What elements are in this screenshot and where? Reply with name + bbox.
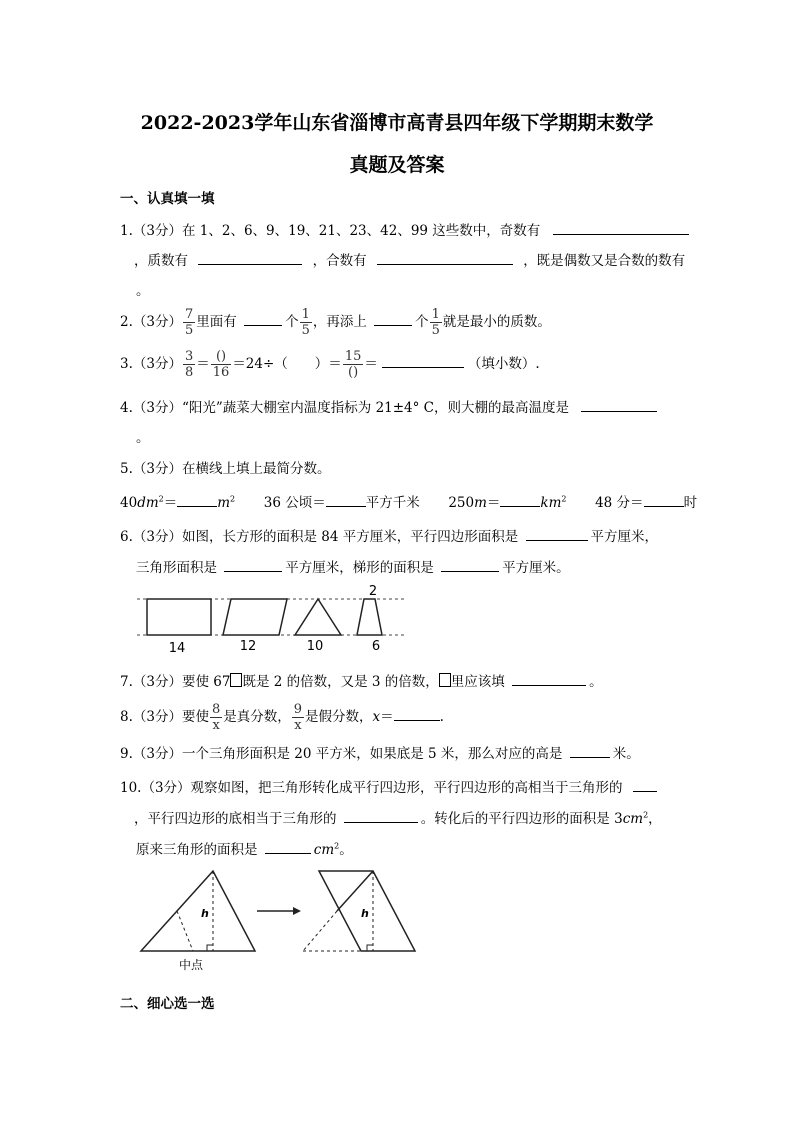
q5a-blank[interactable] (177, 492, 217, 507)
q9-text-2: 米。 (612, 746, 640, 762)
q7-blank[interactable] (512, 671, 586, 686)
q3-suffix: （填小数）. (467, 356, 540, 372)
q1-blank-prime[interactable] (198, 250, 302, 265)
question-5-items: $40dm^2= m^2$ 36 公顷＝ 平方千米 $250m= km^2$ 48 分＝ 时 (120, 491, 697, 511)
q4-blank[interactable] (581, 397, 657, 412)
q2-prefix: 2.（3分） (120, 314, 182, 330)
q10-blank-area[interactable] (265, 839, 311, 854)
parallelogram-shape (223, 599, 287, 635)
q6-blank-parallelogram[interactable] (526, 526, 588, 541)
question-9 (120, 742, 640, 762)
q10-unit-2: cm (313, 842, 335, 858)
q3-blank-decimal[interactable] (382, 353, 464, 368)
triangle-cut-dashed (177, 911, 193, 951)
triangle-shape (295, 599, 341, 635)
q2-text-2: 个 (285, 314, 299, 330)
trapezoid-shape (357, 599, 382, 635)
q5d-text: 48 分＝ (595, 495, 644, 511)
triangle-outline (141, 871, 255, 951)
question-10 (120, 776, 657, 796)
parallelogram-diagonal (337, 871, 373, 911)
q5d-blank[interactable] (644, 492, 684, 507)
q8-text-3: 是假分数， (305, 709, 373, 725)
q5a-value: 40 (120, 495, 138, 511)
q1-line3: 。 (136, 283, 150, 299)
q2-fraction-2: $\frac{1}{5}$ (301, 307, 310, 338)
q8-fraction-2: $\frac{9}{x}$ (293, 702, 303, 733)
label-trap-bottom-6: 6 (371, 639, 381, 654)
q2-blank-1[interactable] (244, 311, 282, 326)
q2-text-1: 里面有 (196, 314, 237, 330)
question-6-line2 (136, 556, 570, 576)
q10-text-1: 10.（3分）观察如图，把三角形转化成平行四边形，平行四边形的高相当于三角形的 (120, 780, 623, 796)
label-midpoint: 中点 (179, 958, 204, 972)
q8-text-2: 是真分数， (223, 709, 291, 725)
question-10-line3: 原来三角形的面积是 $cm^2$。 (136, 838, 353, 858)
question-10-line2: ，平行四边形的底相当于三角形的 。转化后的平行四边形的面积是 $3cm^2$， (134, 807, 662, 827)
label-tri-10: 10 (306, 639, 324, 654)
q5b-blank[interactable] (326, 492, 366, 507)
page-title: 2022-2023学年山东省淄博市高青县四年级下学期期末数学 (140, 112, 654, 134)
q2-text-5: 就是最小的质数。 (442, 314, 551, 330)
q5a-unit: dm (137, 495, 159, 511)
label-para-12: 12 (239, 639, 257, 654)
question-8 (120, 702, 444, 733)
question-1-line2 (134, 249, 685, 269)
q3-eq-2: ＝ (364, 356, 378, 372)
label-h-parallelogram: h (361, 907, 369, 920)
q5a-ans-unit: m (217, 495, 231, 511)
q1-blank-odd[interactable] (553, 220, 689, 235)
q10-blank-base[interactable] (344, 808, 418, 823)
q5b-unit: 平方千米 (365, 495, 420, 511)
q9-blank[interactable] (570, 743, 610, 758)
q1-text-2: ，质数有 (134, 253, 188, 269)
q5c-eq: ＝ (486, 495, 501, 511)
q3-fraction-3: $\frac{15}{()}$ (344, 349, 362, 380)
right-angle-mark-2 (367, 945, 373, 951)
q9-text-1: 9.（3分）一个三角形面积是 20 平方米，如果底是 5 米，那么对应的高是 (120, 746, 563, 762)
section-heading-1: 一、认真填一填 (120, 191, 215, 207)
q2-fraction-1: $\frac{7}{5}$ (184, 307, 194, 338)
label-trap-top-2: 2 (368, 584, 378, 599)
parallelogram-cut-dashed (303, 911, 337, 951)
q5c-ans-unit: km (540, 495, 562, 511)
q1-text-3: ，合数有 (312, 253, 367, 269)
q8-text-1: 8.（3分）要使 (120, 709, 209, 725)
q6-text-1: 6.（3分）如图，长方形的面积是 84 平方厘米，平行四边形面积是 (120, 529, 519, 545)
q7-text-4: 。 (589, 674, 603, 690)
q10-text-6: 。 (339, 842, 353, 858)
label-h-triangle: h (201, 907, 209, 920)
question-4 (120, 396, 657, 416)
q8-variable-x: x (372, 709, 381, 725)
q6-text-4: 平方厘米，梯形的面积是 (285, 560, 434, 576)
q8-fraction-1: $\frac{8}{x}$ (211, 702, 221, 733)
q1-text-1: 1.（3分）在 1、2、6、9、19、21、23、42、99 这些数中，奇数有 (120, 223, 541, 239)
q10-text-4: ， (648, 811, 662, 827)
q6-blank-triangle[interactable] (224, 557, 282, 572)
q10-text-3: 。转化后的平行四边形的面积是 3 (420, 811, 623, 827)
q6-text-5: 平方厘米。 (502, 560, 570, 576)
q1-blank-composite[interactable] (377, 250, 513, 265)
q3-fraction-2: $\frac{()}{16}$ (212, 349, 230, 380)
q10-transform-figure (135, 865, 425, 975)
q6-text-3: 三角形面积是 (136, 560, 217, 576)
q5c-unit: m (474, 495, 487, 511)
q3-fraction-1: $\frac{3}{8}$ (184, 349, 194, 380)
q2-text-3: ，再添上 (312, 314, 367, 330)
q3-prefix: 3.（3分） (120, 356, 182, 372)
q8-blank[interactable] (394, 706, 440, 721)
q2-fraction-3: $\frac{1}{5}$ (431, 307, 440, 338)
q7-text-3: 里应该填 (450, 674, 505, 690)
question-6 (120, 525, 658, 545)
question-1 (120, 219, 689, 239)
q6-blank-trapezoid[interactable] (441, 557, 499, 572)
rectangle-shape (147, 599, 211, 635)
q10-unit-1: cm (622, 811, 644, 827)
q3-middle: ＝24÷（ ）＝ (232, 356, 342, 372)
q4-text: 4.（3分）“阳光”蔬菜大棚室内温度指标为 21±4° C，则大棚的最高温度是 (120, 400, 570, 416)
q10-blank-height[interactable] (633, 777, 657, 792)
q8-text-4: . (439, 709, 444, 725)
q5d-unit: 时 (683, 495, 698, 511)
q5c-blank[interactable] (500, 492, 540, 507)
question-2 (120, 307, 551, 338)
q4-line2: 。 (136, 430, 150, 446)
q10-text-2: ，平行四边形的底相当于三角形的 (134, 811, 337, 827)
q2-blank-2[interactable] (374, 311, 412, 326)
question-5: 5.（3分）在横线上填上最简分数。 (120, 461, 331, 477)
question-7 (120, 670, 603, 690)
q5b-text: 36 公顷＝ (263, 495, 326, 511)
arrow-icon (293, 907, 301, 915)
q6-shapes-figure (135, 582, 410, 657)
q5a-eq: ＝ (163, 495, 178, 511)
q6-text-2: 平方厘米， (590, 529, 659, 545)
right-angle-mark-1 (207, 945, 213, 951)
q1-text-4: ，既是偶数又是合数的数有 (523, 253, 686, 269)
q5c-value: 250 (448, 495, 475, 511)
section-heading-2: 二、细心选一选 (120, 996, 215, 1012)
q7-text-2: 既是 2 的倍数，又是 3 的倍数， (242, 674, 439, 690)
q7-text-1: 7.（3分）要使 67 (120, 674, 231, 690)
q3-eq-1: ＝ (196, 356, 210, 372)
question-3 (120, 349, 540, 380)
q8-eq: ＝ (380, 709, 394, 725)
q7-digit-box-2 (439, 673, 451, 687)
q2-text-4: 个 (415, 314, 429, 330)
label-rect-14: 14 (168, 641, 186, 656)
page-title-line2: 真题及答案 (349, 154, 445, 176)
q7-digit-box (230, 673, 242, 687)
q10-text-5: 原来三角形的面积是 (136, 842, 258, 858)
